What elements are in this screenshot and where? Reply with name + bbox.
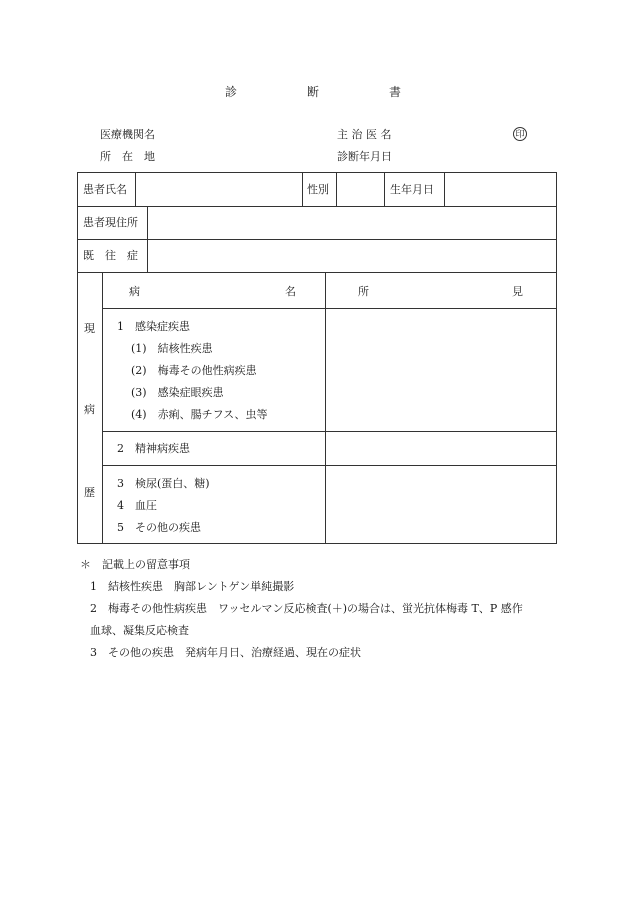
col-divider [384,173,385,206]
note-item: 2 梅毒その他性病疾患 ワッセルマン反応検査(＋)の場合は、蛍光抗体梅毒 T、P 感作 [90,602,523,615]
current-history-char-1: 現 [84,322,95,335]
diagnosis-form-table [77,172,557,544]
location-label: 所 在 地 [100,150,155,163]
row-divider [102,431,556,432]
diagnosis-date-label: 診断年月日 [337,150,392,163]
disease-header-right: 名 [285,285,296,298]
row-divider [78,239,556,240]
col-divider [147,206,148,272]
col-divider [336,173,337,206]
findings-header-left: 所 [358,285,369,298]
patient-name-label: 患者氏名 [83,183,127,196]
note-item: 3 その他の疾患 発病年月日、治療経過、現在の症状 [90,646,361,659]
group1-item: (2) 梅毒その他性病疾患 [131,364,257,377]
birth-date-label: 生年月日 [390,183,434,196]
seal-mark: 印 [513,127,527,141]
row-divider [78,206,556,207]
note-item-continued: 血球、凝集反応検査 [90,624,189,637]
sex-label: 性別 [307,183,329,196]
col-divider [444,173,445,206]
title-char-2: 断 [307,85,320,99]
title-char-3: 書 [389,85,402,99]
group3-item: 5 その他の疾患 [117,521,201,534]
row-divider [102,308,556,309]
institution-label: 医療機関名 [100,128,155,141]
title-char-1: 診 [225,85,238,99]
col-divider [302,173,303,206]
col-divider [135,173,136,206]
current-history-char-3: 歴 [84,486,95,499]
medical-history-label: 既 往 症 [83,249,138,262]
doctor-label: 主 治 医 名 [337,128,392,141]
group1-item: (1) 結核性疾患 [131,342,213,355]
group2-title: 2 精神病疾患 [117,442,190,455]
group3-item: 4 血圧 [117,499,157,512]
group1-title: 1 感染症疾患 [117,320,190,333]
address-label: 患者現住所 [83,216,138,229]
group1-item: (3) 感染症眼疾患 [131,386,224,399]
col-divider [325,272,326,543]
row-divider [102,465,556,466]
notes-heading: ＊ 記載上の留意事項 [80,558,190,571]
findings-header-right: 見 [512,285,523,298]
group1-item: (4) 赤痢、腸チフス、虫等 [131,408,268,421]
row-divider [78,272,556,273]
group3-item: 3 検尿(蛋白、糖) [117,477,210,490]
current-history-char-2: 病 [84,403,95,416]
col-divider [102,272,103,543]
note-item: 1 結核性疾患 胸部レントゲン単純撮影 [90,580,295,593]
disease-header-left: 病 [129,285,140,298]
